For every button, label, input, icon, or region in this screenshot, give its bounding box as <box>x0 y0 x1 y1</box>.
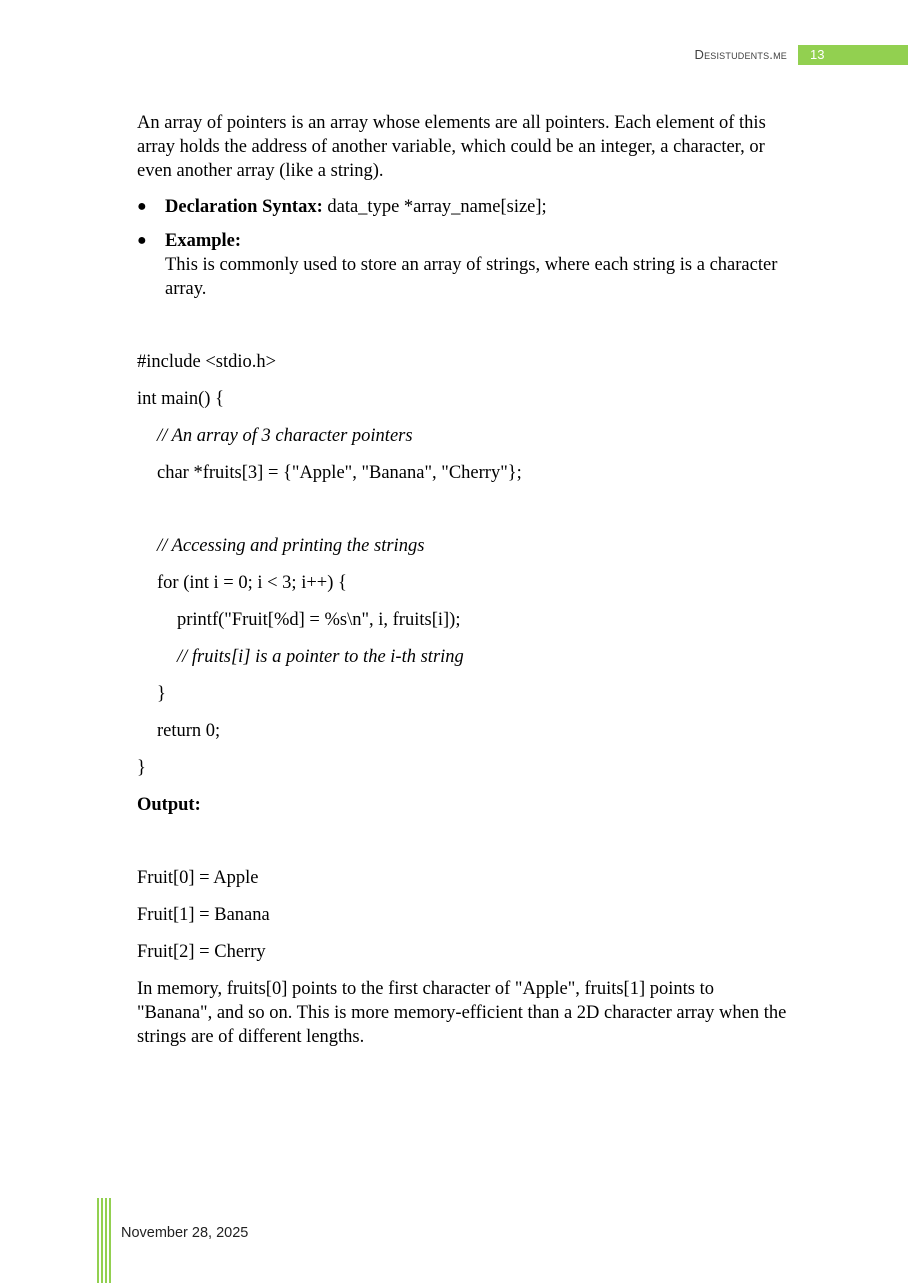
footer-stripe <box>97 1198 99 1283</box>
footer-stripe <box>101 1198 103 1283</box>
code-line: #include <stdio.h> <box>137 352 277 372</box>
code-line: return 0; <box>157 721 221 741</box>
bullet-text: This is commonly used to store an array of strings, where each string is a character array. <box>165 255 778 299</box>
spacer <box>137 830 787 866</box>
code-line: printf("Fruit[%d] = %s\n", i, fruits[i]); <box>177 610 461 630</box>
output-line: Fruit[0] = Apple <box>137 868 259 888</box>
bullet-list <box>137 195 787 301</box>
header-site-name: Desistudents.me <box>694 47 787 62</box>
bullet-label: Declaration Syntax: <box>165 197 323 217</box>
list-item <box>137 195 787 219</box>
bullet-icon: ● <box>137 232 147 249</box>
code-line: char *fruits[3] = {"Apple", "Banana", "Cherry"}; <box>157 463 522 483</box>
output-heading: Output: <box>137 795 201 815</box>
code-block <box>137 350 787 793</box>
footer-date: November 28, 2025 <box>121 1225 249 1241</box>
code-line: } <box>157 684 166 704</box>
code-comment: // An array of 3 character pointers <box>157 426 413 446</box>
code-line: } <box>137 758 146 778</box>
output-line: Fruit[2] = Cherry <box>137 942 266 962</box>
code-comment: // Accessing and printing the strings <box>157 536 425 556</box>
bullet-text: data_type *array_name[size]; <box>322 197 547 217</box>
intro-paragraph: An array of pointers is an array whose elements are all pointers. Each element of this array holds the address of another variable, which could be an integer, a character, or even another array (like a string). <box>137 113 766 181</box>
footer-stripe <box>105 1198 107 1283</box>
closing-paragraph: In memory, fruits[0] points to the first character of "Apple", fruits[1] points to "Banana", and so on. This is more memory-efficient than a 2D character array when the strings are of different lengths. <box>137 979 787 1047</box>
page-number: 13 <box>798 45 908 65</box>
code-comment: // fruits[i] is a pointer to the i-th string <box>177 647 464 667</box>
list-item <box>137 229 787 301</box>
output-line: Fruit[1] = Banana <box>137 905 270 925</box>
footer-stripe <box>109 1198 111 1283</box>
code-blank-line <box>137 498 787 534</box>
page-content <box>137 111 787 1049</box>
bullet-label: Example: <box>165 231 242 251</box>
code-line: for (int i = 0; i < 3; i++) { <box>157 573 347 593</box>
bullet-icon: ● <box>137 198 147 215</box>
code-line: int main() { <box>137 389 224 409</box>
